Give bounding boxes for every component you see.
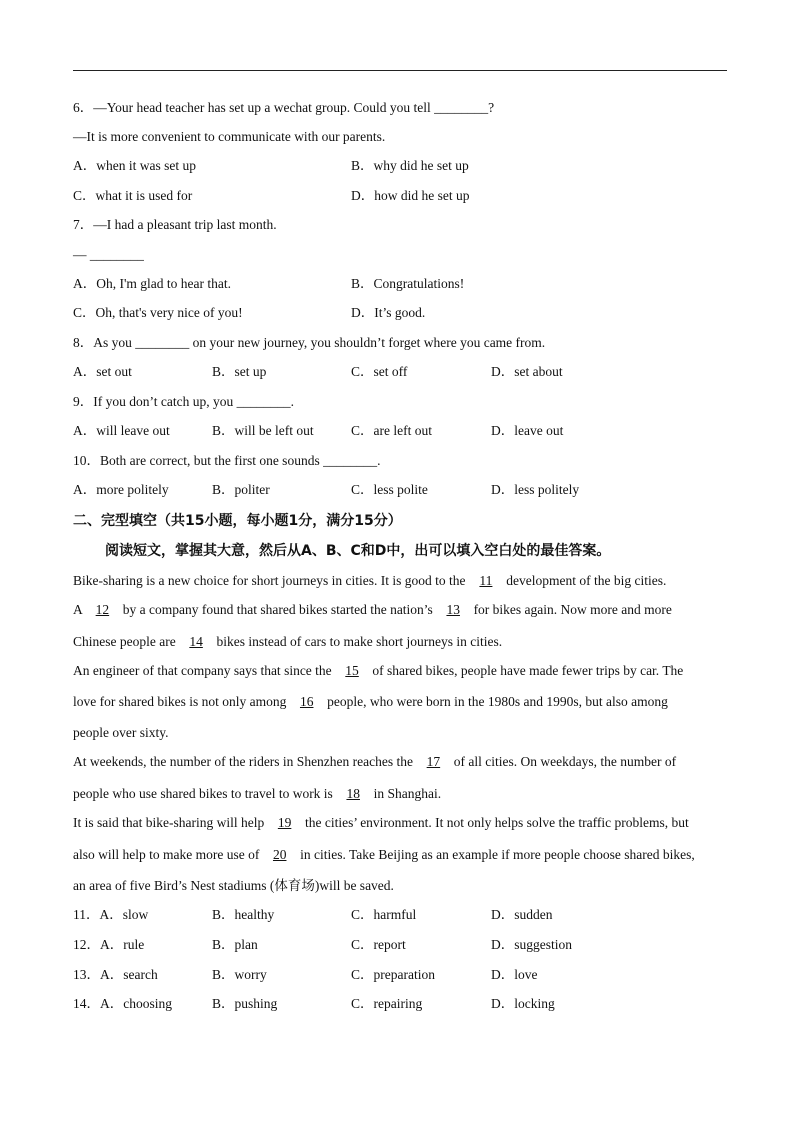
section-instruction: 阅读短文，掌握其大意，然后从A、B、C和D中，出可以填入空白处的最佳答案。 <box>105 543 611 559</box>
q13-option-b: B．worry <box>212 967 267 982</box>
q12-option-a: 12．A．rule <box>73 937 145 952</box>
q7-option-c: C．Oh, that's very nice of you! <box>73 305 243 320</box>
q11-option-d: D．sudden <box>491 907 553 922</box>
q9-option-b: B．will be left out <box>212 423 314 438</box>
q10-option-d: D．less politely <box>491 482 580 497</box>
passage-line: It is said that bike-sharing will help 19 the cities’ environment. It not only helps solve the traffic problems, but <box>73 813 689 833</box>
passage-line: A 12 by a company found that shared bikes started the nation’s 13 for bikes again. Now more and more <box>73 600 672 620</box>
q8-option-d: D．set about <box>491 364 563 379</box>
passage-line: Chinese people are 14 bikes instead of cars to make short journeys in cities. <box>73 632 502 652</box>
blank-18: 18 <box>346 786 360 801</box>
q9-option-d: D．leave out <box>491 423 564 438</box>
q10-option-c: C．less polite <box>351 482 428 497</box>
q14-option-d: D．locking <box>491 996 555 1011</box>
passage-line: At weekends, the number of the riders in Shenzhen reaches the 17 of all cities. On weekdays, the number of <box>73 752 676 772</box>
q9-option-c: C．are left out <box>351 423 432 438</box>
q12-option-b: B．plan <box>212 937 258 952</box>
header-rule <box>73 70 727 71</box>
q6-option-b: B．why did he set up <box>351 158 469 173</box>
blank-13: 13 <box>446 602 460 617</box>
passage-line: people who use shared bikes to travel to work is 18 in Shanghai. <box>73 784 441 804</box>
q10-option-a: A．more politely <box>73 482 169 497</box>
passage-line: people over sixty. <box>73 725 169 740</box>
q11-option-a: 11．A．slow <box>73 907 149 922</box>
q8-option-b: B．set up <box>212 364 267 379</box>
q14-option-b: B．pushing <box>212 996 278 1011</box>
q8-stem: 8．As you ________ on your new journey, you shouldn’t forget where you came from. <box>73 335 546 350</box>
q8-option-a: A．set out <box>73 364 132 379</box>
q6-option-d: D．how did he set up <box>351 188 470 203</box>
q6-option-c: C．what it is used for <box>73 188 193 203</box>
q7-option-a: A．Oh, I'm glad to hear that. <box>73 276 232 291</box>
blank-15: 15 <box>345 663 359 678</box>
q13-option-a: 13．A．search <box>73 967 158 982</box>
q9-stem: 9．If you don’t catch up, you ________. <box>73 394 294 409</box>
q6-option-a: A．when it was set up <box>73 158 196 173</box>
q9-option-a: A．will leave out <box>73 423 170 438</box>
q6-stem: 6．—Your head teacher has set up a wechat group. Could you tell ________? <box>73 100 495 115</box>
q11-option-b: B．healthy <box>212 907 275 922</box>
q13-option-c: C．preparation <box>351 967 435 982</box>
blank-14: 14 <box>189 634 203 649</box>
section-title: 二、完型填空（共15小题，每小题1分，满分15分） <box>73 513 402 529</box>
q12-option-d: D．suggestion <box>491 937 572 952</box>
q8-option-c: C．set off <box>351 364 408 379</box>
q7-option-d: D．It’s good. <box>351 305 426 320</box>
q14-option-a: 14．A．choosing <box>73 996 172 1011</box>
q14-option-c: C．repairing <box>351 996 423 1011</box>
blank-12: 12 <box>95 602 110 617</box>
q7-stem: 7．—I had a pleasant trip last month. <box>73 217 277 232</box>
blank-20: 20 <box>272 847 287 862</box>
blank-19: 19 <box>277 815 292 830</box>
q11-option-c: C．harmful <box>351 907 417 922</box>
q10-stem: 10．Both are correct, but the first one sounds ________. <box>73 453 381 468</box>
q6-reply: —It is more convenient to communicate with our parents. <box>73 129 386 144</box>
q7-option-b: B．Congratulations! <box>351 276 465 291</box>
blank-17: 17 <box>426 754 441 769</box>
q10-option-b: B．politer <box>212 482 270 497</box>
passage-line: an area of five Bird’s Nest stadiums (体育场)will be saved. <box>73 878 394 893</box>
blank-16: 16 <box>299 694 314 709</box>
passage-line: Bike-sharing is a new choice for short journeys in cities. It is good to the 11 development of the big cities. <box>73 571 666 591</box>
q13-option-d: D．love <box>491 967 538 982</box>
blank-11: 11 <box>479 573 493 588</box>
passage-line: also will help to make more use of 20 in cities. Take Beijing as an example if more people choose shared bikes, <box>73 845 695 865</box>
q7-reply: — ________ <box>73 247 144 262</box>
passage-line: love for shared bikes is not only among 16 people, who were born in the 1980s and 1990s, but also among <box>73 692 668 712</box>
passage-line: An engineer of that company says that since the 15 of shared bikes, people have made fewer trips by car. The <box>73 661 683 681</box>
q12-option-c: C．report <box>351 937 406 952</box>
